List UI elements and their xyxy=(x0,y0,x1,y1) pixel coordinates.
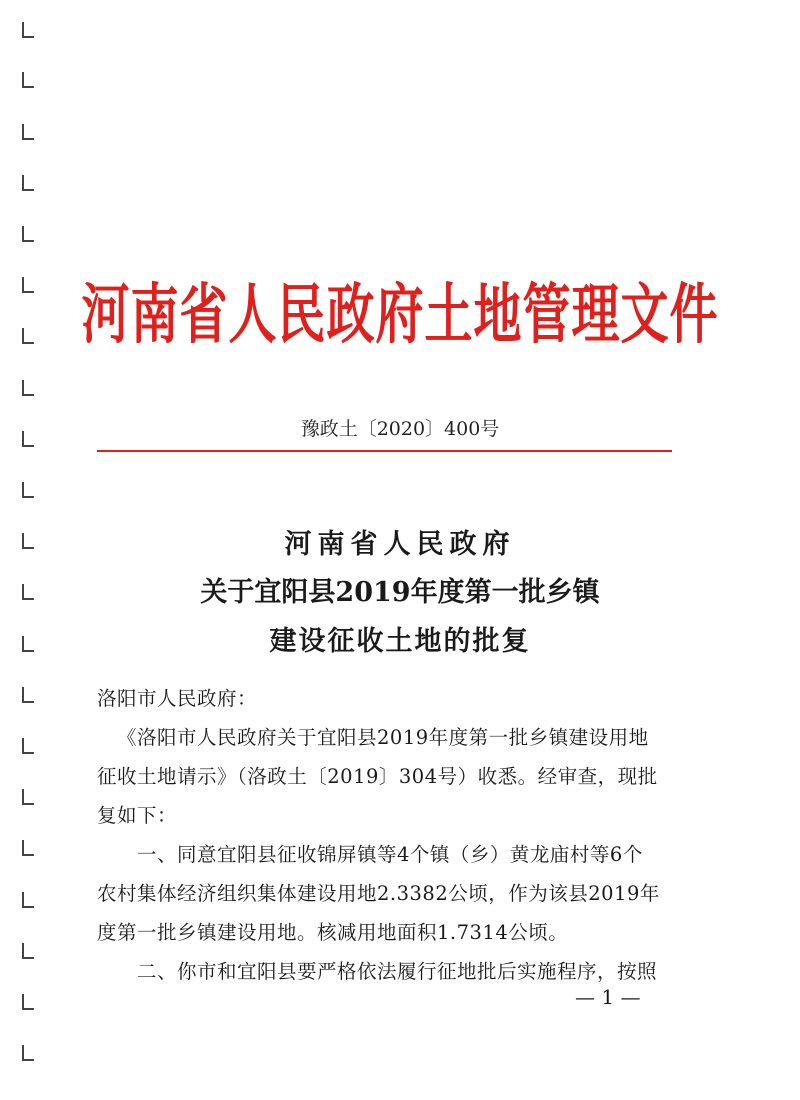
paragraph-1-line-2: 征收土地请示》（洛政土〔2019〕304号）收悉。经审查，现批 xyxy=(97,765,658,788)
binding-mark xyxy=(22,22,34,38)
paragraph-1-line-3: 复如下： xyxy=(97,804,178,827)
agency-header-title: 河南省人民政府土地管理文件 xyxy=(81,276,719,353)
binding-mark xyxy=(22,994,34,1010)
paragraph-1-line-1: 《洛阳市人民政府关于宜阳县2019年度第一批乡镇建设用地 xyxy=(117,726,649,749)
binding-mark xyxy=(22,380,34,396)
paragraph-2-line-3: 度第一批乡镇建设用地。核减用地面积1.7314公顷。 xyxy=(97,921,569,944)
issuer-title: 河南省人民政府 xyxy=(284,529,516,560)
paragraph-2-line-1: 一、同意宜阳县征收锦屏镇等4个镇（乡）黄龙庙村等6个 xyxy=(137,843,643,866)
binding-mark xyxy=(22,738,34,754)
binding-mark xyxy=(22,482,34,498)
document-number: 豫政土〔2020〕400号 xyxy=(300,418,500,440)
binding-mark xyxy=(22,1045,34,1061)
paragraph-2-line-2: 农村集体经济组织集体建设用地2.3382公顷，作为该县2019年 xyxy=(97,882,660,905)
page-number-text: — 1 — xyxy=(575,985,641,1009)
paragraph-3-line-1: 二、你市和宜阳县要严格依法履行征地批后实施程序，按照 xyxy=(137,960,658,983)
binding-mark xyxy=(22,72,34,88)
binding-mark xyxy=(22,687,34,703)
binding-mark xyxy=(22,840,34,856)
binding-mark xyxy=(22,943,34,959)
subject-title-line-2: 建设征收土地的批复 xyxy=(269,626,531,657)
header-divider xyxy=(97,450,672,452)
binding-mark xyxy=(22,175,34,191)
salutation: 洛阳市人民政府： xyxy=(97,687,258,710)
binding-mark xyxy=(22,789,34,805)
binding-mark xyxy=(22,226,34,242)
subject-title-line-1: 关于宜阳县2019年度第一批乡镇 xyxy=(200,577,600,608)
binding-mark xyxy=(22,124,34,140)
binding-mark xyxy=(22,892,34,908)
